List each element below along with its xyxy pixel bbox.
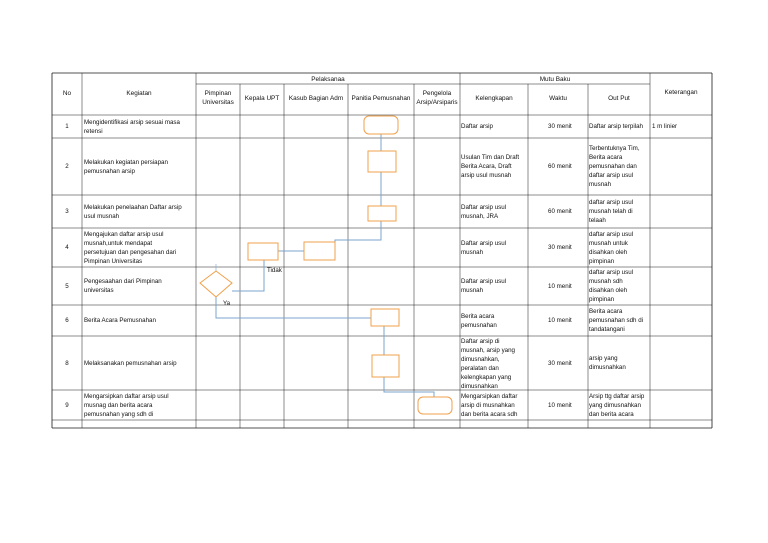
- row-no: [52, 359, 82, 368]
- row-no-line: 4: [65, 244, 69, 251]
- row-kegiatan-line: Melakukan penelaahan Daftar arsip: [84, 203, 182, 211]
- connector: [384, 377, 434, 399]
- row-kelengkapan-line: Daftar arsip: [461, 123, 493, 130]
- row-output: [589, 354, 649, 372]
- row-output-line: musnah sdh: [589, 278, 623, 285]
- header-panitia: Panitia Pemusnahan: [351, 95, 411, 102]
- row-no: [52, 282, 82, 291]
- row-kegiatan-line: Melakukan kegiatan persiapan: [84, 158, 168, 166]
- row-output-line: dan berita acara: [589, 410, 634, 418]
- header-keterangan: Keterangan: [664, 89, 698, 96]
- row-waktu-unit: menit: [554, 244, 572, 251]
- header-pimpinan: [196, 89, 240, 107]
- row-kelengkapan: [461, 312, 527, 330]
- row-waktu: [548, 401, 572, 410]
- row-kegiatan: [84, 158, 194, 176]
- flow-label-tidak: Tidak: [267, 267, 282, 274]
- row-waktu-value: 10: [548, 282, 555, 290]
- row-output-line: Berita acara: [589, 308, 623, 315]
- row-no-line: 1: [65, 123, 69, 130]
- process-step-4a: [248, 243, 278, 260]
- row-waktu: [548, 243, 572, 252]
- row-waktu-value: 10: [548, 317, 555, 324]
- header-pengelola-line1: Pengelola: [422, 90, 452, 97]
- row-kelengkapan-line: dan berita acara sdh: [461, 410, 518, 418]
- row-kegiatan: [84, 359, 194, 368]
- row-waktu: [548, 162, 572, 171]
- row-kelengkapan-line: kelengkapan yang: [461, 374, 512, 381]
- row-output-line: tandatangani: [589, 326, 625, 333]
- header-mutu-baku: Mutu Baku: [539, 76, 571, 83]
- connector: [232, 259, 264, 291]
- header-kasub: Kasub Bagian Adm: [288, 95, 344, 102]
- row-kegiatan: [84, 118, 194, 136]
- terminator-end: [418, 397, 452, 414]
- row-kegiatan-line: Mengajukan daftar arsip usul: [84, 230, 164, 238]
- header-pengelola: [414, 89, 460, 107]
- row-waktu-unit: menit: [554, 208, 572, 215]
- row-output-line: musnah: [589, 181, 612, 188]
- row-kelengkapan-line: musnah, arsip yang: [461, 347, 515, 354]
- row-waktu-value: 30: [548, 244, 555, 251]
- row-output: [589, 307, 649, 334]
- row-kelengkapan: [461, 203, 527, 221]
- row-waktu-value: 10: [548, 401, 555, 409]
- header-no: No: [62, 90, 72, 97]
- row-kegiatan: [84, 277, 194, 295]
- row-waktu-value: 60: [548, 163, 555, 170]
- row-output-line: pemusnahan dan: [589, 163, 637, 170]
- row-output-line: pimpinan: [589, 257, 615, 265]
- connector: [335, 220, 381, 243]
- row-kegiatan: [84, 392, 194, 419]
- row-waktu: [548, 359, 572, 368]
- row-no: [52, 207, 82, 216]
- row-kelengkapan-line: dimusnahkan: [461, 383, 498, 390]
- row-kelengkapan: [461, 337, 527, 391]
- row-output-line: pemusnahan sdh di: [589, 317, 644, 324]
- row-keterangan-line: 1 m linier: [652, 123, 678, 130]
- row-output-line: musnah untuk: [589, 239, 628, 247]
- row-output-line: yang dimusnahkan: [589, 401, 641, 409]
- row-output-line: Terbentuknya Tim,: [589, 145, 640, 152]
- row-no: [52, 401, 82, 410]
- row-waktu: [548, 207, 572, 216]
- row-no: [52, 162, 82, 171]
- row-kegiatan-line: Mengidentifikasi arsip sesuai masa: [84, 118, 180, 126]
- row-output: [589, 392, 649, 419]
- row-no-line: 8: [65, 359, 69, 367]
- row-kegiatan-line: persetujuan dan pengesahan dari: [84, 248, 177, 256]
- row-no: [52, 243, 82, 252]
- row-output-line: pimpinan: [589, 296, 615, 303]
- row-kelengkapan: [461, 392, 527, 419]
- row-kegiatan-line: musnag dan berita acara: [84, 401, 153, 409]
- decision-diamond: [200, 271, 232, 297]
- row-kegiatan-line: pemusnahan yang sdh di: [84, 410, 154, 418]
- header-output: Out Put: [608, 95, 630, 102]
- row-kegiatan-line: usul musnah: [84, 212, 120, 220]
- row-output: [589, 122, 649, 131]
- header-kepala-upt: Kepala UPT: [244, 95, 280, 102]
- row-output-line: arsip yang: [589, 355, 618, 362]
- row-kelengkapan-line: musnah: [461, 248, 484, 256]
- row-kegiatan: [84, 316, 194, 325]
- row-output-line: telaah: [589, 217, 606, 224]
- row-kelengkapan: [461, 153, 527, 180]
- row-kelengkapan: [461, 122, 527, 131]
- process-step-2: [368, 151, 396, 172]
- row-output: [589, 144, 649, 189]
- row-output-line: daftar arsip usul: [589, 230, 634, 238]
- process-step-4b: [304, 242, 335, 260]
- row-waktu-value: 30: [548, 123, 555, 130]
- row-waktu-value: 60: [548, 208, 555, 215]
- row-waktu-unit: menit: [554, 163, 572, 170]
- row-kelengkapan-line: Usulan Tim dan Draft: [461, 154, 520, 161]
- row-output-line: Arsip ttg daftar arsip: [589, 392, 645, 400]
- row-no: [52, 316, 82, 325]
- row-waktu-unit: menit: [554, 123, 572, 130]
- row-kegiatan-line: Pengesaahan dari Pimpinan: [84, 278, 162, 285]
- row-kelengkapan-line: musnah: [461, 287, 484, 294]
- header-waktu: Waktu: [549, 95, 567, 102]
- row-kegiatan-line: pemusnahan arsip: [84, 167, 135, 175]
- row-waktu-unit: menit: [554, 401, 572, 409]
- row-no: [52, 122, 82, 131]
- row-output-line: daftar arsip usul: [589, 199, 634, 206]
- row-output-line: dimusnahkan: [589, 364, 626, 371]
- header-pimpinan-line2: Universitas: [202, 99, 234, 106]
- row-waktu: [548, 122, 572, 131]
- process-step-6: [371, 309, 399, 326]
- row-kegiatan-line: musnah,untuk mendapat: [84, 239, 153, 247]
- process-step-8: [372, 355, 399, 377]
- row-kegiatan-line: Pimpinan Universitas: [84, 257, 143, 265]
- row-kelengkapan-line: arsip di musnahkan: [461, 401, 515, 409]
- row-keterangan: [652, 122, 710, 131]
- row-kelengkapan-line: Daftar arsip usul: [461, 239, 507, 247]
- header-pengelola-line2: Arsip/Arsiparis: [416, 99, 458, 106]
- row-kelengkapan-line: Mengarsipkan daftar: [461, 392, 518, 400]
- row-output: [589, 198, 649, 225]
- row-waktu-unit: menit: [554, 317, 572, 324]
- header-pelaksana: Pelaksanaa: [311, 76, 345, 83]
- row-output-line: daftar arsip usul: [589, 172, 634, 179]
- row-output-line: musnah telah di: [589, 208, 633, 215]
- row-kelengkapan-line: Daftar arsip di: [461, 338, 500, 345]
- row-waktu: [548, 282, 572, 291]
- row-waktu-unit: menit: [554, 359, 572, 367]
- row-kegiatan-line: universitas: [84, 287, 114, 294]
- row-kegiatan: [84, 203, 194, 221]
- flow-label-ya: Ya: [223, 300, 231, 307]
- row-kelengkapan: [461, 239, 527, 257]
- row-output: [589, 268, 649, 304]
- process-step-3: [368, 206, 396, 221]
- row-output-line: daftar arsip usul: [589, 269, 634, 276]
- row-kelengkapan-line: Daftar arsip usul: [461, 278, 507, 285]
- row-kelengkapan-line: peralatan dan: [461, 365, 499, 372]
- row-waktu-value: 30: [548, 359, 555, 367]
- row-waktu-unit: menit: [554, 282, 572, 290]
- row-kelengkapan-line: Berita acara: [461, 312, 495, 320]
- terminator-start: [364, 116, 398, 134]
- row-kegiatan: [84, 230, 194, 266]
- row-kelengkapan-line: Daftar arsip usul: [461, 203, 507, 211]
- row-output-line: Daftar arsip terpilah: [589, 123, 643, 130]
- row-output: [589, 230, 649, 266]
- row-kelengkapan-line: musnah, JRA: [461, 212, 499, 220]
- row-no-line: 6: [65, 317, 69, 324]
- row-kegiatan-line: retensi: [84, 127, 103, 135]
- row-no-line: 5: [65, 282, 69, 290]
- row-waktu: [548, 316, 572, 325]
- row-kelengkapan-line: dimusnahkan,: [461, 356, 500, 363]
- row-kegiatan-line: Berita Acara Pemusnahan: [84, 317, 156, 324]
- header-pimpinan-line1: Pimpinan: [204, 90, 232, 97]
- header-kelengkapan: Kelengkapan: [475, 95, 513, 102]
- row-kelengkapan-line: pemusnahan: [461, 321, 497, 329]
- row-kelengkapan-line: Berita Acara, Draft: [461, 163, 512, 170]
- connector: [216, 297, 371, 318]
- row-kelengkapan: [461, 277, 527, 295]
- row-output-line: disahkan oleh: [589, 287, 628, 294]
- row-no-line: 3: [65, 208, 69, 215]
- row-kegiatan-line: Mengarsipkan daftar arsip usul: [84, 392, 169, 400]
- row-output-line: Berita acara: [589, 154, 623, 161]
- row-output-line: disahkan oleh: [589, 248, 628, 256]
- row-kelengkapan-line: arsip usul musnah: [461, 172, 512, 179]
- row-kegiatan-line: Melaksanakan pemusnahan arsip: [84, 359, 177, 367]
- row-no-line: 2: [65, 163, 69, 170]
- row-no-line: 9: [65, 401, 69, 409]
- header-kegiatan: Kegiatan: [126, 90, 152, 97]
